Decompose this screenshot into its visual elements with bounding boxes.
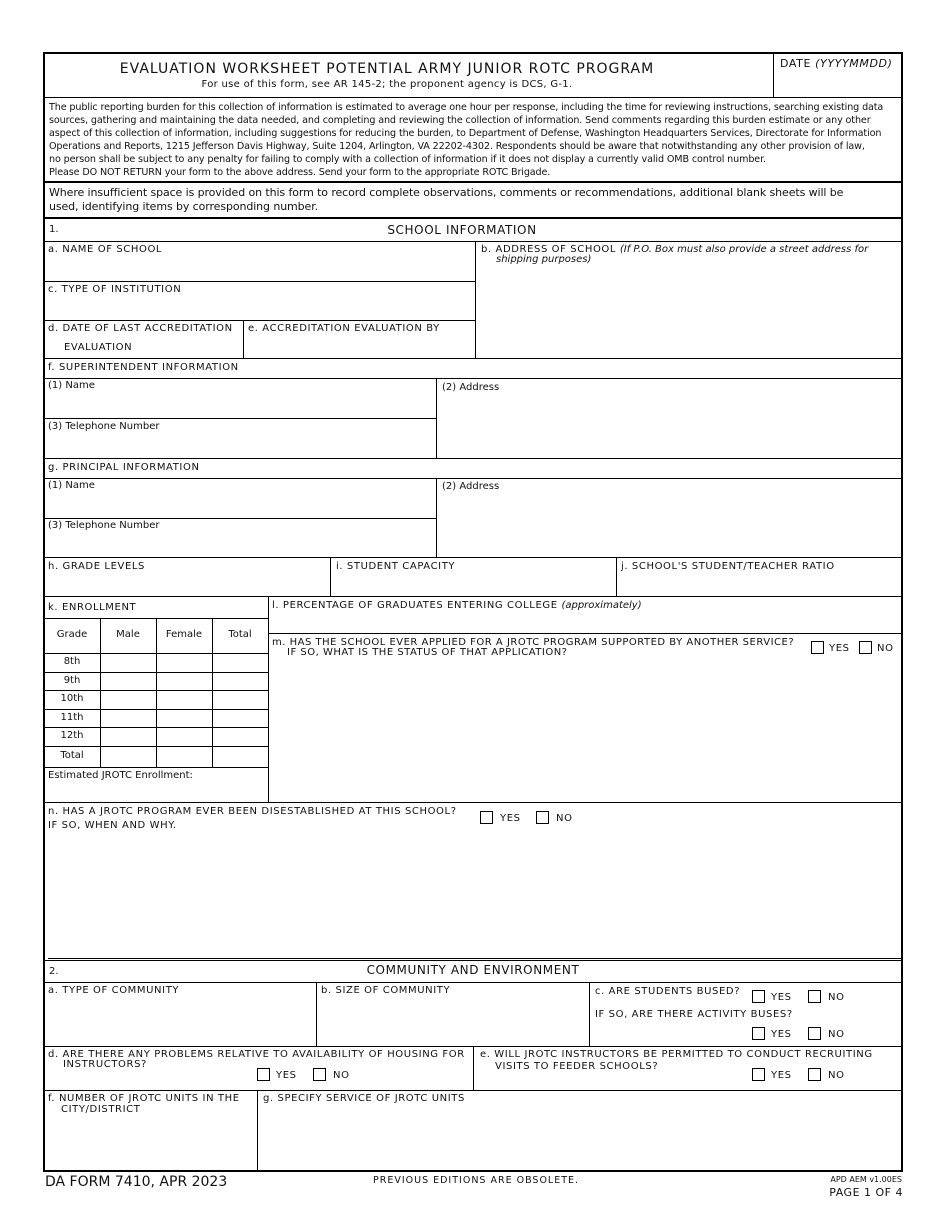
other-service-question: m. HAS THE SCHOOL EVER APPLIED FOR A JROTC PROGRAM SUPPORTED BY ANOTHER SERVICE?: [272, 637, 795, 648]
no-label: NO: [828, 992, 845, 1003]
divider: [268, 596, 269, 802]
divider: [44, 320, 475, 321]
enrollment-row-label: Total: [60, 750, 84, 761]
page-number: PAGE 1 OF 4: [829, 1186, 903, 1199]
school-address-note: shipping purposes): [496, 254, 592, 265]
student-capacity-label: i. STUDENT CAPACITY: [336, 561, 456, 572]
disestablished-yes-checkbox[interactable]: [480, 811, 493, 824]
superintendent-phone-label: (3) Telephone Number: [48, 421, 160, 432]
school-name-input[interactable]: [45, 256, 473, 280]
community-type-label: a. TYPE OF COMMUNITY: [48, 985, 180, 996]
divider: [44, 982, 902, 983]
obsolete-notice: PREVIOUS EDITIONS ARE OBSOLETE.: [373, 1175, 580, 1186]
other-service-no-checkbox[interactable]: [859, 641, 872, 654]
divider: [44, 557, 902, 558]
divider: [257, 1090, 258, 1170]
housing-no-checkbox[interactable]: [313, 1068, 326, 1081]
divider: [44, 358, 902, 359]
bused-question: c. ARE STUDENTS BUSED?: [595, 986, 741, 997]
college-percentage-input[interactable]: [270, 612, 900, 632]
activity-buses-question: IF SO, ARE THERE ACTIVITY BUSES?: [595, 1009, 793, 1020]
divider: [473, 1046, 474, 1090]
enrollment-row-label: 9th: [63, 675, 81, 686]
jrotc-units-count-label: f. NUMBER OF JROTC UNITS IN THE: [48, 1093, 240, 1104]
enrollment-row-label: 8th: [63, 656, 81, 667]
divider: [44, 97, 902, 98]
principal-address-input[interactable]: [438, 494, 900, 555]
divider: [616, 557, 617, 596]
divider: [589, 982, 590, 1046]
community-size-label: b. SIZE OF COMMUNITY: [321, 985, 451, 996]
superintendent-name-label: (1) Name: [48, 380, 95, 391]
form-title: EVALUATION WORKSHEET POTENTIAL ARMY JUNIOR ROTC PROGRAM: [119, 61, 655, 77]
community-size-input[interactable]: [318, 997, 587, 1044]
jrotc-units-count-label-2: CITY/DISTRICT: [61, 1104, 141, 1115]
institution-type-label: c. TYPE OF INSTITUTION: [48, 284, 182, 295]
disestablished-no-checkbox[interactable]: [536, 811, 549, 824]
accreditation-date-label-2: EVALUATION: [64, 342, 133, 353]
enrollment-row-label: 12th: [60, 730, 84, 741]
other-service-question-2: IF SO, WHAT IS THE STATUS OF THAT APPLICATION?: [287, 647, 568, 658]
form-subtitle: For use of this form, see AR 145-2; the proponent agency is DCS, G-1.: [201, 79, 573, 90]
jrotc-service-label: g. SPECIFY SERVICE OF JROTC UNITS: [263, 1093, 465, 1104]
other-service-status-input[interactable]: [270, 662, 900, 800]
enrollment-cells[interactable]: [101, 654, 267, 766]
principal-name-input[interactable]: [45, 492, 434, 517]
burden-statement: The public reporting burden for this collection of information is estimated to average one hour per response, including the time for reviewing instructions, searching existing data sources, gathering and maintaining the data needed, and completing and reviewing the collection of information. Send comments regarding this burden estimate or any other aspect of this collection of information, including suggestions for reducing the burden, to Department of Defense, Washington Headquarters Services, Directorate for Information Operations and Reports, 1215 Jefferson Davis Highway, Suite 1204, Arlington, VA 22202-4302. Respondents should be aware that notwithstanding any other provision of law, no person shall be subject to any penalty for failing to comply with a collection of information if it does not display a currently valid OMB control number. Please DO NOT RETURN your form to the above address. Send your form to the appropriate ROTC Brigade.: [49, 102, 884, 179]
superintendent-phone-input[interactable]: [45, 433, 434, 457]
student-teacher-ratio-input[interactable]: [618, 573, 900, 595]
divider: [44, 418, 436, 419]
divider: [44, 478, 902, 479]
divider: [44, 767, 268, 768]
divider: [268, 633, 902, 634]
section-2-title: COMMUNITY AND ENVIRONMENT: [366, 963, 580, 977]
instructions: Where insufficient space is provided on this form to record complete observations, comments or recommendations, additional blank sheets will be used, identifying items by corresponding number.: [49, 186, 844, 213]
divider: [316, 982, 317, 1046]
divider: [436, 478, 437, 557]
other-service-yes-checkbox[interactable]: [811, 641, 824, 654]
divider: [44, 241, 902, 242]
yes-label: YES: [829, 643, 850, 654]
principal-phone-input[interactable]: [45, 532, 434, 556]
superintendent-label: f. SUPERINTENDENT INFORMATION: [48, 362, 239, 373]
accreditation-date-input[interactable]: [45, 334, 241, 357]
divider: [48, 958, 902, 959]
activity-buses-no-checkbox[interactable]: [808, 1027, 821, 1040]
yes-label: YES: [771, 992, 792, 1003]
activity-buses-yes-checkbox[interactable]: [752, 1027, 765, 1040]
version-label: APD AEM v1.00ES: [830, 1175, 902, 1184]
superintendent-address-input[interactable]: [438, 395, 900, 456]
grade-levels-label: h. GRADE LEVELS: [48, 561, 145, 572]
divider: [330, 557, 331, 596]
section-2-number: 2.: [49, 966, 59, 977]
enrollment-header-total: Total: [228, 629, 252, 640]
student-capacity-input[interactable]: [332, 573, 614, 595]
principal-phone-label: (3) Telephone Number: [48, 520, 160, 531]
housing-question: d. ARE THERE ANY PROBLEMS RELATIVE TO AVAILABILITY OF HOUSING FOR: [48, 1049, 465, 1060]
section-1-number: 1.: [49, 224, 59, 235]
recruiting-question-2: VISITS TO FEEDER SCHOOLS?: [495, 1061, 659, 1072]
housing-question-2: INSTRUCTORS?: [63, 1059, 147, 1070]
section-1-title: SCHOOL INFORMATION: [387, 223, 537, 237]
accreditation-date-label: d. DATE OF LAST ACCREDITATION: [48, 323, 233, 334]
recruiting-no-checkbox[interactable]: [808, 1068, 821, 1081]
enrollment-header-male: Male: [116, 629, 140, 640]
grade-levels-input[interactable]: [45, 573, 328, 595]
yes-label: YES: [276, 1070, 297, 1081]
divider: [44, 181, 902, 183]
divider: [44, 1090, 902, 1091]
institution-type-input[interactable]: [45, 296, 473, 319]
community-type-input[interactable]: [45, 997, 314, 1044]
no-label: NO: [828, 1029, 845, 1040]
divider: [44, 458, 902, 459]
date-input[interactable]: [775, 72, 901, 96]
superintendent-name-input[interactable]: [45, 392, 434, 417]
school-address-input[interactable]: [477, 268, 901, 356]
superintendent-address-label: (2) Address: [442, 382, 500, 393]
disestablished-question: n. HAS A JROTC PROGRAM EVER BEEN DISESTABLISHED AT THIS SCHOOL?: [48, 806, 457, 817]
divider: [436, 378, 437, 458]
yes-label: YES: [771, 1029, 792, 1040]
bused-yes-checkbox[interactable]: [752, 990, 765, 1003]
enrollment-header-grade: Grade: [56, 629, 88, 640]
enrollment-row-label: 10th: [60, 693, 84, 704]
accreditation-by-label: e. ACCREDITATION EVALUATION BY: [248, 323, 440, 334]
divider: [475, 241, 476, 358]
disestablished-question-2: IF SO, WHEN AND WHY.: [48, 820, 177, 831]
enrollment-header-female: Female: [165, 629, 203, 640]
college-percentage-label: l. PERCENTAGE OF GRADUATES ENTERING COLLEGE (approximately): [272, 600, 642, 611]
student-teacher-ratio-label: j. SCHOOL'S STUDENT/TEACHER RATIO: [621, 561, 835, 572]
principal-name-label: (1) Name: [48, 480, 95, 491]
divider: [773, 53, 774, 97]
divider: [44, 596, 902, 597]
accreditation-by-input[interactable]: [245, 335, 473, 357]
disestablished-explanation-input[interactable]: [46, 834, 900, 956]
no-label: NO: [828, 1070, 845, 1081]
recruiting-yes-checkbox[interactable]: [752, 1068, 765, 1081]
no-label: NO: [333, 1070, 350, 1081]
yes-label: YES: [771, 1070, 792, 1081]
estimated-enrollment-label: Estimated JROTC Enrollment:: [48, 770, 193, 781]
divider: [44, 217, 902, 219]
housing-yes-checkbox[interactable]: [257, 1068, 270, 1081]
jrotc-service-input[interactable]: [259, 1106, 900, 1168]
enrollment-label: k. ENROLLMENT: [48, 602, 137, 613]
form-id: DA FORM 7410, APR 2023: [45, 1174, 228, 1190]
school-name-label: a. NAME OF SCHOOL: [48, 244, 163, 255]
estimated-enrollment-input[interactable]: [194, 769, 266, 800]
recruiting-question: e. WILL JROTC INSTRUCTORS BE PERMITTED TO CONDUCT RECRUITING: [480, 1049, 873, 1060]
date-label: DATE (YYYYMMDD): [780, 57, 893, 70]
jrotc-units-count-input[interactable]: [45, 1118, 255, 1168]
school-address-label: b. ADDRESS OF SCHOOL (If P.O. Box must also provide a street address for: [481, 244, 869, 255]
principal-label: g. PRINCIPAL INFORMATION: [48, 462, 200, 473]
no-label: NO: [556, 813, 573, 824]
divider: [44, 960, 902, 961]
divider: [243, 320, 244, 358]
yes-label: YES: [500, 813, 521, 824]
divider: [44, 378, 902, 379]
bused-no-checkbox[interactable]: [808, 990, 821, 1003]
divider: [44, 281, 475, 282]
divider: [44, 802, 902, 803]
principal-address-label: (2) Address: [442, 481, 500, 492]
divider: [44, 518, 436, 519]
no-label: NO: [877, 643, 894, 654]
enrollment-row-label: 11th: [60, 712, 84, 723]
